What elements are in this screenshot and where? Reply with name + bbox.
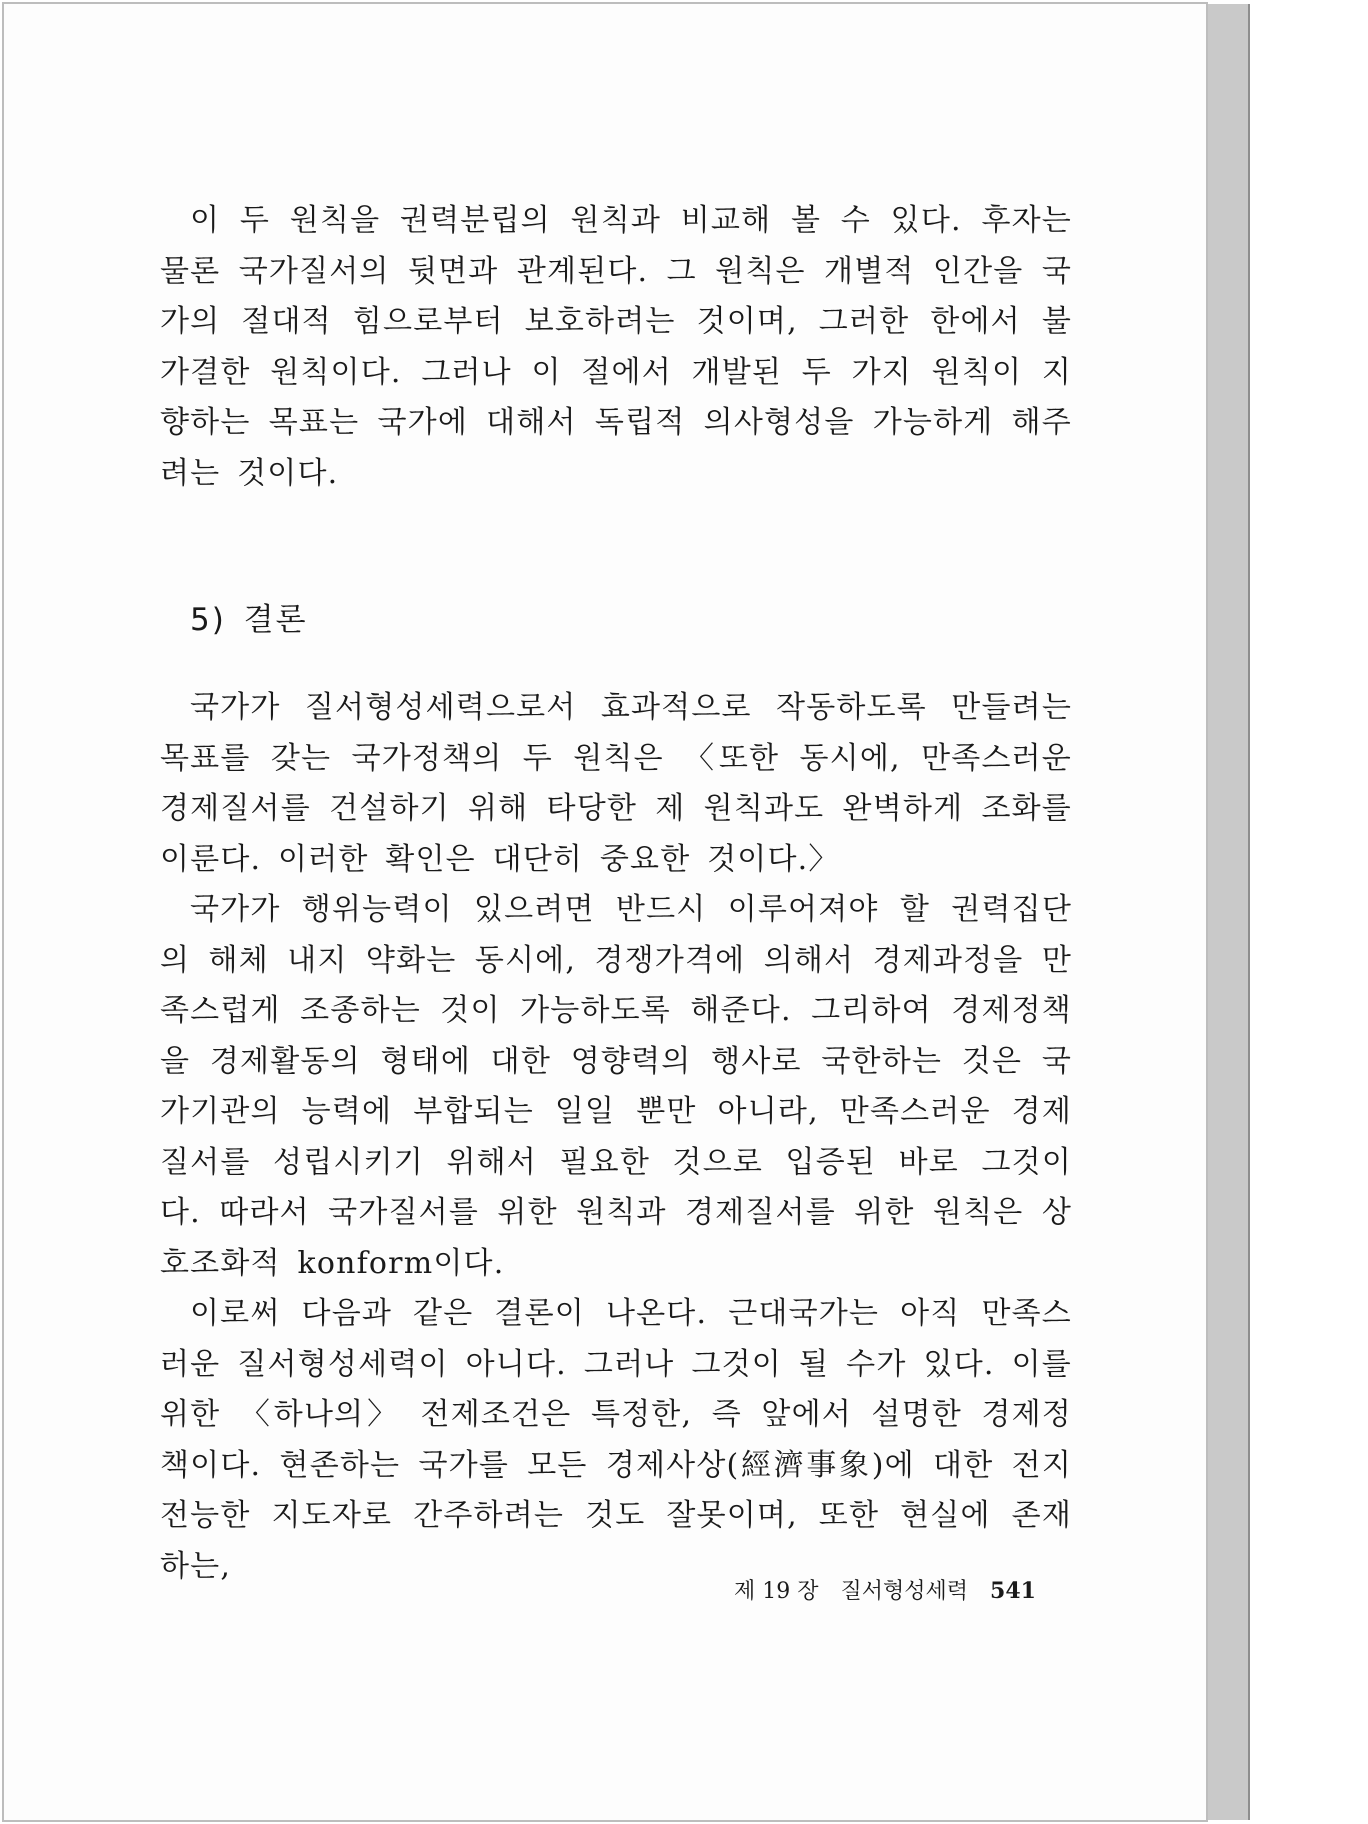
footer-chapter: 제 19 장 [734, 1579, 819, 1604]
footer-title: 질서형성세력 [840, 1579, 969, 1604]
paragraph: 국가가 행위능력이 있으려면 반드시 이루어져야 할 권력집단의 해체 내지 약화는 동시에, 경쟁가격에 의해서 경제과정을 만족스럽게 조종하는 것이 가능하도록 해준다. 그리하여 경제정책을 경제활동의 형태에 대한 영향력의 행사로 국한하는 것은 국가기관의 능력에 부합되는 일일 뿐만 아니라, 만족스러운 경제질서를 성립시키기 위해서 필요한 것으로 입증된 바로 그것이다. 따라서 국가질서를 위한 원칙과 경제질서를 위한 원칙은 상호조화적 konform이다. [160, 892, 1072, 1281]
page-body [160, 196, 1072, 1592]
section-heading: 5) 결론 [190, 602, 308, 638]
paragraph: 국가가 질서형성세력으로서 효과적으로 작동하도록 만들려는 목표를 갖는 국가정책의 두 원칙은 〈또한 동시에, 만족스러운 경제질서를 건설하기 위해 타당한 제 원칙과도 완벽하게 조화를 이룬다. 이러한 확인은 대단히 중요한 것이다.〉 [160, 690, 1072, 877]
page-number: 541 [990, 1578, 1036, 1604]
paragraph: 이로써 다음과 같은 결론이 나온다. 근대국가는 아직 만족스러운 질서형성세력이 아니다. 그러나 그것이 될 수가 있다. 이를 위한 〈하나의〉 전제조건은 특정한, 즉 앞에서 설명한 경제정책이다. 현존하는 국가를 모든 경제사상(經濟事象)에 대한 전지전능한 지도자로 간주하려는 것도 잘못이며, 또한 현실에 존재하는, [160, 1296, 1072, 1584]
page-stack-edge [1206, 4, 1250, 1820]
paragraph: 이 두 원칙을 권력분립의 원칙과 비교해 볼 수 있다. 후자는 물론 국가질서의 뒷면과 관계된다. 그 원칙은 개별적 인간을 국가의 절대적 힘으로부터 보호하려는 것이며, 그러한 한에서 불가결한 원칙이다. 그러나 이 절에서 개발된 두 가지 원칙이 지향하는 목표는 국가에 대해서 독립적 의사형성을 가능하게 해주려는 것이다. [160, 203, 1072, 491]
page-footer [734, 1574, 1036, 1605]
